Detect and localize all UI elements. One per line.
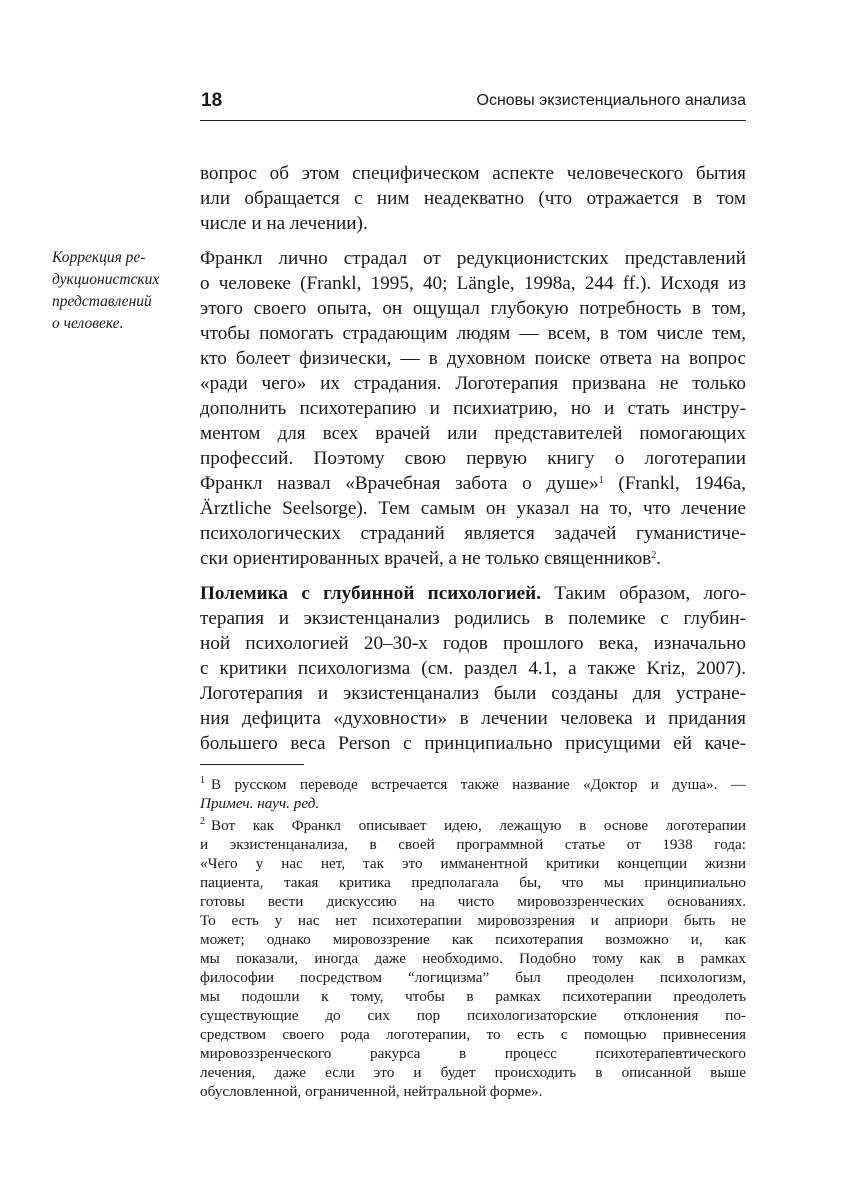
footnote-line: лечения, даже если это и будет происходить в описанной выше (200, 1064, 746, 1081)
page-number: 18 (201, 90, 223, 111)
footnote-line: «Чего у нас нет, так это имманентной критики концепции жизни (200, 855, 746, 872)
footnote-separator (200, 764, 304, 765)
body-line: Франкл лично страдал от редукционистских представлений (200, 248, 746, 269)
footnote-line (200, 794, 746, 814)
body-line: этого своего опыта, он ощущал глубокую потребность в том, (200, 298, 746, 319)
body-line: Ärztliche Seelsorge). Тем самым он указал на то, что лечение (200, 498, 746, 519)
running-header (200, 88, 746, 121)
running-title: Основы экзистенциального анализа (476, 92, 746, 109)
body-line: с критики психологизма (см. раздел 4.1, а также Kriz, 2007). (200, 658, 746, 679)
footnote-ref[interactable]: 1 (598, 475, 604, 486)
footnote-line: может; однако мировоззрение как психотерапия возможно и, как (200, 931, 746, 948)
body-line: кто болеет физически, — в духовном поиске ответа на вопрос (200, 348, 746, 369)
margin-note-line: представлений (52, 293, 152, 310)
footnote-editor-note: Примеч. науч. ред. (200, 795, 320, 812)
body-line: ментом для всех врачей или представителей помогающих (200, 423, 746, 444)
footnote-line: пациента, такая критика предполагала бы, что мы принципиально (200, 874, 746, 891)
body-line: дополнить психотерапию и психиатрию, но и стать инстру- (200, 398, 746, 419)
footnote-line: философии посредством “логицизма” был преодолен психологизм, (200, 969, 746, 986)
footnote-line: Вот как Франкл описывает идею, лежащую в основе логотерапии (211, 817, 746, 834)
footnote-line: обусловленной, ограниченной, нейтральной форме». (200, 1083, 543, 1100)
body-line: ски ориентированных врачей, а не только священников$^2$. (200, 548, 662, 569)
body-line (200, 472, 746, 496)
body-line: «ради чего» их страдания. Логотерапия призвана не только (200, 373, 746, 394)
footnote-line: То есть у нас нет психотерапии мировоззрения и априори быть не (200, 912, 746, 929)
footnote-line: мы подошли к тому, чтобы в рамках психотерапии преодолеть (200, 988, 746, 1005)
body-line: ной психологией 20–30-х годов прошлого века, изначально (200, 633, 746, 654)
margin-note-line: дукционистских (52, 271, 160, 288)
footnote-line: мировоззренческого ракурса в процесс психотерапевтического (200, 1045, 746, 1062)
footnote-line: и экзистенцанализа, в своей программной статье от 1938 года: (200, 836, 746, 853)
section-heading: Полемика с глубинной психологией. (200, 583, 541, 604)
body-line: профессий. Поэтому свою первую книгу о логотерапии (200, 448, 746, 469)
body-line: вопрос об этом специфическом аспекте человеческого бытия (200, 163, 746, 184)
margin-note-line: о человеке. (52, 315, 124, 332)
footnote-mark: 2 (200, 816, 205, 827)
body-line: о человеке (Frankl, 1995, 40; Längle, 1998a, 244 ff.). Исходя из (200, 273, 746, 294)
body-line: большего веса Person с принципиально присущими ей каче- (200, 733, 746, 754)
margin-note-line: Коррекция ре- (52, 249, 146, 266)
footnote-line: существующие до сих пор психологизаторские отклонения по- (200, 1007, 746, 1024)
body-line: Логотерапия и экзистенцанализ были созданы для устране- (200, 683, 746, 704)
footnote-line: готовы вести дискуссию на чисто мировоззренческих основаниях. (200, 893, 746, 910)
footnote-ref[interactable]: 2 (651, 550, 657, 561)
body-line: числе и на лечении). (200, 213, 368, 234)
body-text: ски ориентированных врачей, а не только священников (200, 548, 652, 569)
body-line: или обращается с ним неадекватно (что отражается в том (200, 188, 746, 209)
footnote-line: В русском переводе встречается также название «Доктор и душа». — (211, 776, 746, 793)
body-text: (Frankl, 1946a, (603, 473, 746, 494)
body-line (200, 582, 746, 606)
body-line: терапия и экзистенцанализ родились в полемике с глубин- (200, 608, 746, 629)
body-line: психологических страданий является задачей гуманистиче- (200, 523, 746, 544)
footnote-line: мы показали, иногда даже необходимо. Подобно тому как в рамках (200, 950, 746, 967)
footnote-mark: 1 (200, 775, 205, 786)
footnote-line: средством своего рода логотерапии, то есть с помощью привнесения (200, 1026, 746, 1043)
body-text: Таким образом, лого- (541, 583, 747, 604)
body-text: Франкл назвал «Врачебная забота о душе» (200, 473, 599, 494)
body-line: чтобы помогать страдающим людям — всем, в том числе тем, (200, 323, 746, 344)
body-line: ния дефицита «духовности» в лечении человека и придания (200, 708, 746, 729)
